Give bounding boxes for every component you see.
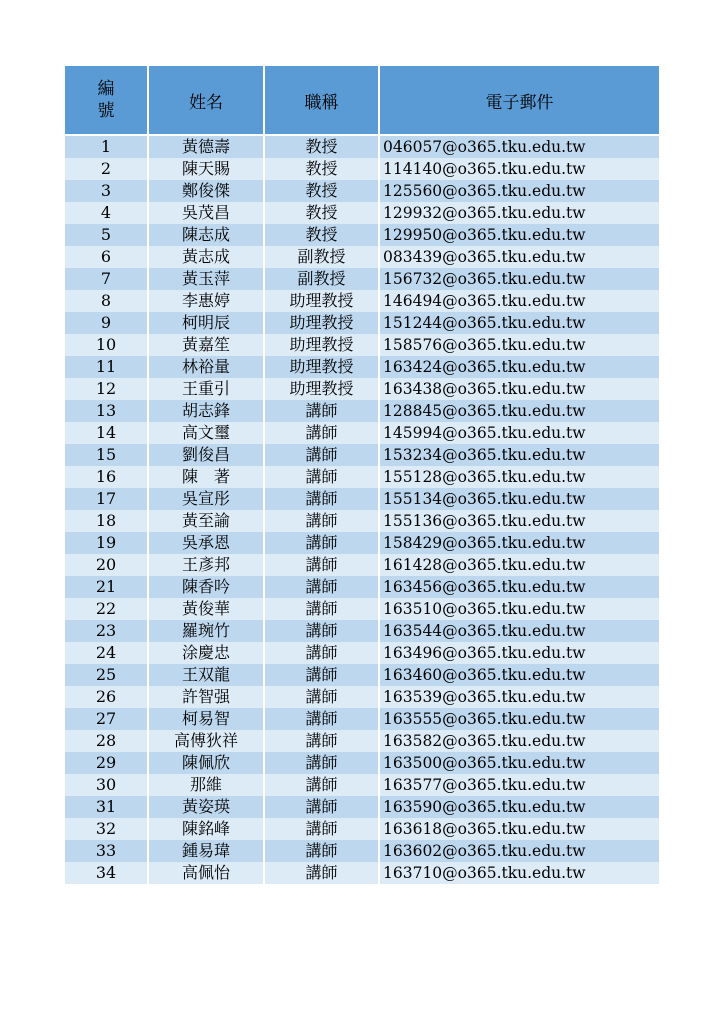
header-email: 電子郵件 <box>380 66 659 136</box>
row-title: 副教授 <box>265 246 380 268</box>
row-email: 146494@o365.tku.edu.tw <box>380 290 659 312</box>
table-row <box>65 422 659 444</box>
row-number: 32 <box>65 818 149 840</box>
table-row <box>65 730 659 752</box>
row-email: 083439@o365.tku.edu.tw <box>380 246 659 268</box>
row-number: 27 <box>65 708 149 730</box>
row-name: 黃俊華 <box>149 598 265 620</box>
row-number: 4 <box>65 202 149 224</box>
row-email: 163602@o365.tku.edu.tw <box>380 840 659 862</box>
row-email: 163510@o365.tku.edu.tw <box>380 598 659 620</box>
row-email: 155136@o365.tku.edu.tw <box>380 510 659 532</box>
row-number: 3 <box>65 180 149 202</box>
row-name: 陳香吟 <box>149 576 265 598</box>
row-name: 陳銘峰 <box>149 818 265 840</box>
row-email: 156732@o365.tku.edu.tw <box>380 268 659 290</box>
table-row <box>65 312 659 334</box>
row-name: 涂慶忠 <box>149 642 265 664</box>
row-number: 19 <box>65 532 149 554</box>
row-title: 講師 <box>265 642 380 664</box>
row-email: 145994@o365.tku.edu.tw <box>380 422 659 444</box>
row-email: 163710@o365.tku.edu.tw <box>380 862 659 884</box>
table-row <box>65 576 659 598</box>
row-number: 18 <box>65 510 149 532</box>
table-row <box>65 510 659 532</box>
row-name: 吳承恩 <box>149 532 265 554</box>
row-number: 8 <box>65 290 149 312</box>
table-row <box>65 158 659 180</box>
row-number: 10 <box>65 334 149 356</box>
row-title: 講師 <box>265 620 380 642</box>
row-email: 155134@o365.tku.edu.tw <box>380 488 659 510</box>
row-name: 高佩怡 <box>149 862 265 884</box>
row-number: 31 <box>65 796 149 818</box>
row-name: 羅琬竹 <box>149 620 265 642</box>
row-email: 163555@o365.tku.edu.tw <box>380 708 659 730</box>
row-number: 1 <box>65 136 149 158</box>
table-row <box>65 378 659 400</box>
row-number: 28 <box>65 730 149 752</box>
row-name: 劉俊昌 <box>149 444 265 466</box>
row-number: 25 <box>65 664 149 686</box>
row-title: 助理教授 <box>265 290 380 312</box>
row-name: 陳 著 <box>149 466 265 488</box>
row-name: 黃至諭 <box>149 510 265 532</box>
row-title: 講師 <box>265 576 380 598</box>
row-email: 163424@o365.tku.edu.tw <box>380 356 659 378</box>
table-row <box>65 444 659 466</box>
row-email: 163577@o365.tku.edu.tw <box>380 774 659 796</box>
row-email: 163539@o365.tku.edu.tw <box>380 686 659 708</box>
row-number: 13 <box>65 400 149 422</box>
row-number: 20 <box>65 554 149 576</box>
row-name: 林裕量 <box>149 356 265 378</box>
row-name: 黃志成 <box>149 246 265 268</box>
table-row <box>65 664 659 686</box>
table-row <box>65 774 659 796</box>
row-email: 163500@o365.tku.edu.tw <box>380 752 659 774</box>
row-name: 黃玉萍 <box>149 268 265 290</box>
table-row <box>65 180 659 202</box>
header-number <box>65 66 149 136</box>
row-name: 柯易智 <box>149 708 265 730</box>
row-number: 21 <box>65 576 149 598</box>
row-email: 163582@o365.tku.edu.tw <box>380 730 659 752</box>
row-title: 教授 <box>265 158 380 180</box>
row-number: 9 <box>65 312 149 334</box>
row-email: 163496@o365.tku.edu.tw <box>380 642 659 664</box>
table-row <box>65 488 659 510</box>
table-row <box>65 224 659 246</box>
row-number: 16 <box>65 466 149 488</box>
row-name: 那維 <box>149 774 265 796</box>
row-title: 講師 <box>265 818 380 840</box>
table-row <box>65 752 659 774</box>
row-number: 17 <box>65 488 149 510</box>
table-row <box>65 246 659 268</box>
row-title: 助理教授 <box>265 356 380 378</box>
row-email: 153234@o365.tku.edu.tw <box>380 444 659 466</box>
row-email: 125560@o365.tku.edu.tw <box>380 180 659 202</box>
row-name: 陳天賜 <box>149 158 265 180</box>
row-number: 33 <box>65 840 149 862</box>
row-number: 30 <box>65 774 149 796</box>
row-email: 151244@o365.tku.edu.tw <box>380 312 659 334</box>
row-number: 2 <box>65 158 149 180</box>
table-row <box>65 334 659 356</box>
row-email: 129950@o365.tku.edu.tw <box>380 224 659 246</box>
header-title: 職稱 <box>265 66 380 136</box>
table-row <box>65 400 659 422</box>
row-name: 鄭俊傑 <box>149 180 265 202</box>
row-email: 163618@o365.tku.edu.tw <box>380 818 659 840</box>
row-number: 23 <box>65 620 149 642</box>
row-name: 柯明辰 <box>149 312 265 334</box>
table-row <box>65 356 659 378</box>
row-title: 講師 <box>265 488 380 510</box>
row-number: 26 <box>65 686 149 708</box>
row-title: 講師 <box>265 444 380 466</box>
row-title: 講師 <box>265 840 380 862</box>
row-number: 7 <box>65 268 149 290</box>
row-name: 高文璽 <box>149 422 265 444</box>
row-name: 黃德壽 <box>149 136 265 158</box>
row-email: 163456@o365.tku.edu.tw <box>380 576 659 598</box>
row-title: 講師 <box>265 554 380 576</box>
row-email: 163544@o365.tku.edu.tw <box>380 620 659 642</box>
table-row <box>65 202 659 224</box>
row-title: 教授 <box>265 180 380 202</box>
row-title: 講師 <box>265 400 380 422</box>
row-name: 鍾易瑋 <box>149 840 265 862</box>
row-name: 高傅狄祥 <box>149 730 265 752</box>
table-row <box>65 818 659 840</box>
row-title: 教授 <box>265 224 380 246</box>
row-name: 吳茂昌 <box>149 202 265 224</box>
row-name: 陳佩欣 <box>149 752 265 774</box>
row-title: 講師 <box>265 532 380 554</box>
row-name: 王重引 <box>149 378 265 400</box>
table-row <box>65 532 659 554</box>
row-title: 副教授 <box>265 268 380 290</box>
row-email: 046057@o365.tku.edu.tw <box>380 136 659 158</box>
row-name: 王双龍 <box>149 664 265 686</box>
table-row <box>65 620 659 642</box>
row-number: 29 <box>65 752 149 774</box>
row-email: 163590@o365.tku.edu.tw <box>380 796 659 818</box>
header-row <box>65 66 659 136</box>
table-row <box>65 598 659 620</box>
row-title: 講師 <box>265 862 380 884</box>
table-row <box>65 290 659 312</box>
row-number: 5 <box>65 224 149 246</box>
row-number: 6 <box>65 246 149 268</box>
row-title: 助理教授 <box>265 334 380 356</box>
table-header <box>65 66 659 136</box>
row-title: 講師 <box>265 422 380 444</box>
table-row <box>65 840 659 862</box>
row-name: 王彥邦 <box>149 554 265 576</box>
row-email: 161428@o365.tku.edu.tw <box>380 554 659 576</box>
row-email: 163438@o365.tku.edu.tw <box>380 378 659 400</box>
row-number: 34 <box>65 862 149 884</box>
row-name: 陳志成 <box>149 224 265 246</box>
header-number-label: 編號 <box>97 79 115 121</box>
row-email: 163460@o365.tku.edu.tw <box>380 664 659 686</box>
row-title: 講師 <box>265 708 380 730</box>
row-title: 教授 <box>265 136 380 158</box>
table-row <box>65 708 659 730</box>
row-title: 講師 <box>265 664 380 686</box>
table-row <box>65 466 659 488</box>
row-title: 講師 <box>265 598 380 620</box>
row-title: 教授 <box>265 202 380 224</box>
row-title: 講師 <box>265 686 380 708</box>
row-name: 李惠婷 <box>149 290 265 312</box>
table-row <box>65 554 659 576</box>
row-title: 助理教授 <box>265 378 380 400</box>
table-body <box>65 136 659 884</box>
row-email: 128845@o365.tku.edu.tw <box>380 400 659 422</box>
row-name: 吳宣彤 <box>149 488 265 510</box>
row-email: 114140@o365.tku.edu.tw <box>380 158 659 180</box>
row-number: 24 <box>65 642 149 664</box>
row-number: 22 <box>65 598 149 620</box>
row-title: 助理教授 <box>265 312 380 334</box>
row-number: 11 <box>65 356 149 378</box>
row-email: 158429@o365.tku.edu.tw <box>380 532 659 554</box>
row-name: 黃嘉笙 <box>149 334 265 356</box>
header-name: 姓名 <box>149 66 265 136</box>
table-row <box>65 862 659 884</box>
row-title: 講師 <box>265 774 380 796</box>
table-row <box>65 136 659 158</box>
table-row <box>65 686 659 708</box>
row-title: 講師 <box>265 510 380 532</box>
row-email: 158576@o365.tku.edu.tw <box>380 334 659 356</box>
table-row <box>65 642 659 664</box>
row-number: 15 <box>65 444 149 466</box>
row-name: 許智强 <box>149 686 265 708</box>
row-title: 講師 <box>265 730 380 752</box>
row-email: 129932@o365.tku.edu.tw <box>380 202 659 224</box>
row-name: 胡志鋒 <box>149 400 265 422</box>
table-row <box>65 796 659 818</box>
row-title: 講師 <box>265 466 380 488</box>
row-title: 講師 <box>265 752 380 774</box>
row-name: 黃姿瑛 <box>149 796 265 818</box>
row-title: 講師 <box>265 796 380 818</box>
faculty-table <box>65 66 659 884</box>
table-row <box>65 268 659 290</box>
row-email: 155128@o365.tku.edu.tw <box>380 466 659 488</box>
row-number: 12 <box>65 378 149 400</box>
row-number: 14 <box>65 422 149 444</box>
